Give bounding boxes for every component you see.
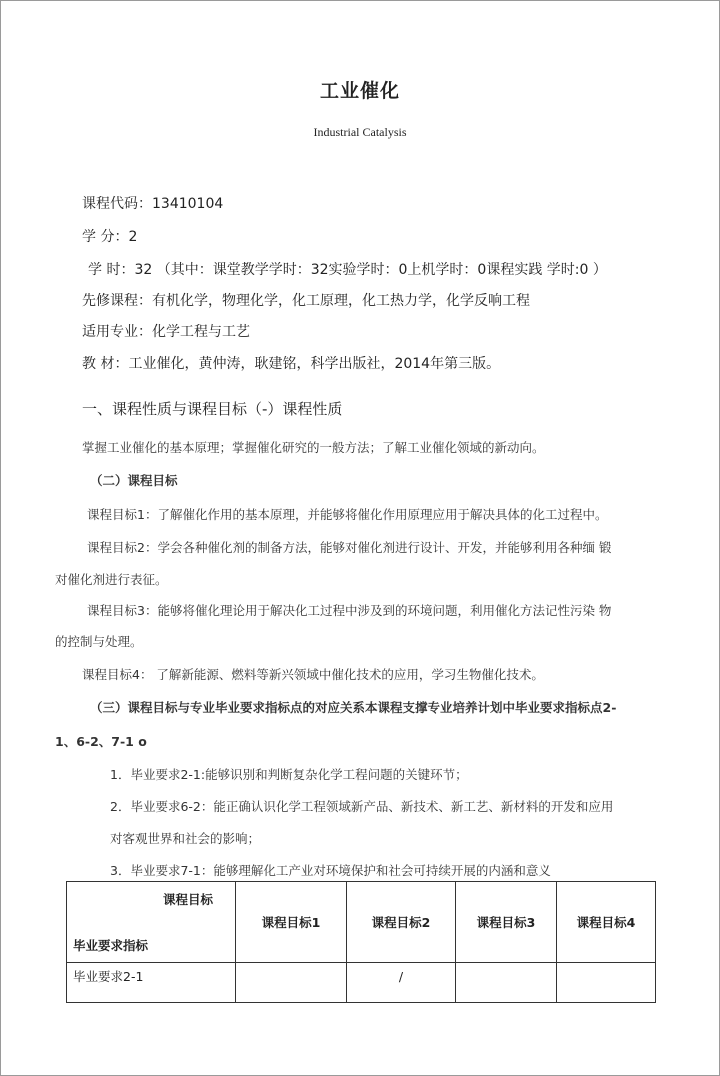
page-subtitle: Industrial Catalysis (313, 125, 407, 139)
corner-bottom-label: 毕业要求指标 (73, 938, 149, 953)
table-header-row (67, 882, 656, 963)
column-header-goal4: 课程目标4 (557, 882, 656, 963)
course-textbook: 教 材：工业催化，黄仲涛，耿建铭，科学出版社，2014年第三版。 (82, 356, 501, 372)
page-title: 工业催化 (319, 80, 400, 102)
column-header-goal2: 课程目标2 (347, 882, 456, 963)
column-header-goal3: 课程目标3 (456, 882, 557, 963)
section3-heading-line2: 1、6-2、7-1 o (55, 734, 147, 749)
goal-1: 课程目标1：了解催化作用的基本原理，并能够将催化作用原理应用于解决具体的化工过程中。 (87, 507, 608, 522)
column-header-goal1: 课程目标1 (236, 882, 347, 963)
table-cell (557, 963, 656, 1003)
requirement-3: 3．毕业要求7-1：能够理解化工产业对环境保护和社会可持续开展的内涵和意义 (110, 863, 551, 878)
table-cell (456, 963, 557, 1003)
requirement-2-line1: 2．毕业要求6-2：能正确认识化学工程领域新产品、新技术、新工艺、新材料的开发和应用 (110, 799, 614, 814)
row-label: 毕业要求2-1 (67, 963, 236, 1003)
course-nature-text: 掌握工业催化的基本原理；掌握催化研究的一般方法；了解工业催化领域的新动向。 (82, 440, 545, 455)
requirement-1: 1．毕业要求2-1:能够识别和判断复杂化学工程问题的关键环节； (110, 767, 468, 782)
section1-heading: 一、课程性质与课程目标（-）课程性质 (82, 400, 343, 418)
table-cell (236, 963, 347, 1003)
course-credit: 学 分：2 (82, 229, 138, 245)
table-cell: / (347, 963, 456, 1003)
corner-top-label: 课程目标 (162, 892, 213, 907)
course-prerequisites: 先修课程：有机化学，物理化学，化工原理，化工热力学，化学反响工程 (82, 293, 530, 309)
table-corner-cell (67, 882, 236, 963)
goal-3-line1: 课程目标3：能够将催化理论用于解决化工过程中涉及到的环境问题，利用催化方法记性污染 物 (87, 603, 612, 618)
table-row (67, 963, 656, 1003)
section3-heading-line1: （三）课程目标与专业毕业要求指标点的对应关系本课程支撑专业培养计划中毕业要求指标点2- (90, 700, 617, 715)
goal-3-line2: 的控制与处理。 (55, 634, 143, 649)
goal-2-line1: 课程目标2：学会各种催化剂的制备方法，能够对催化剂进行设计、开发，并能够利用各种缅 锻 (87, 540, 612, 555)
requirement-2-line2: 对客观世界和社会的影响； (110, 831, 261, 846)
requirements-matrix-table (66, 881, 656, 1003)
section2-heading: （二）课程目标 (90, 473, 178, 488)
goal-4: 课程目标4： 了解新能源、燃料等新兴领域中催化技术的应用，学习生物催化技术。 (82, 667, 544, 682)
course-code: 课程代码：13410104 (82, 196, 224, 212)
course-hours: 学 时：32 （其中：课堂教学学时：32实验学时：0上机学时：0课程实践 学时:0 ） (88, 262, 607, 278)
course-major: 适用专业：化学工程与工艺 (82, 324, 250, 340)
goal-2-line2: 对催化剂进行表征。 (55, 572, 168, 587)
